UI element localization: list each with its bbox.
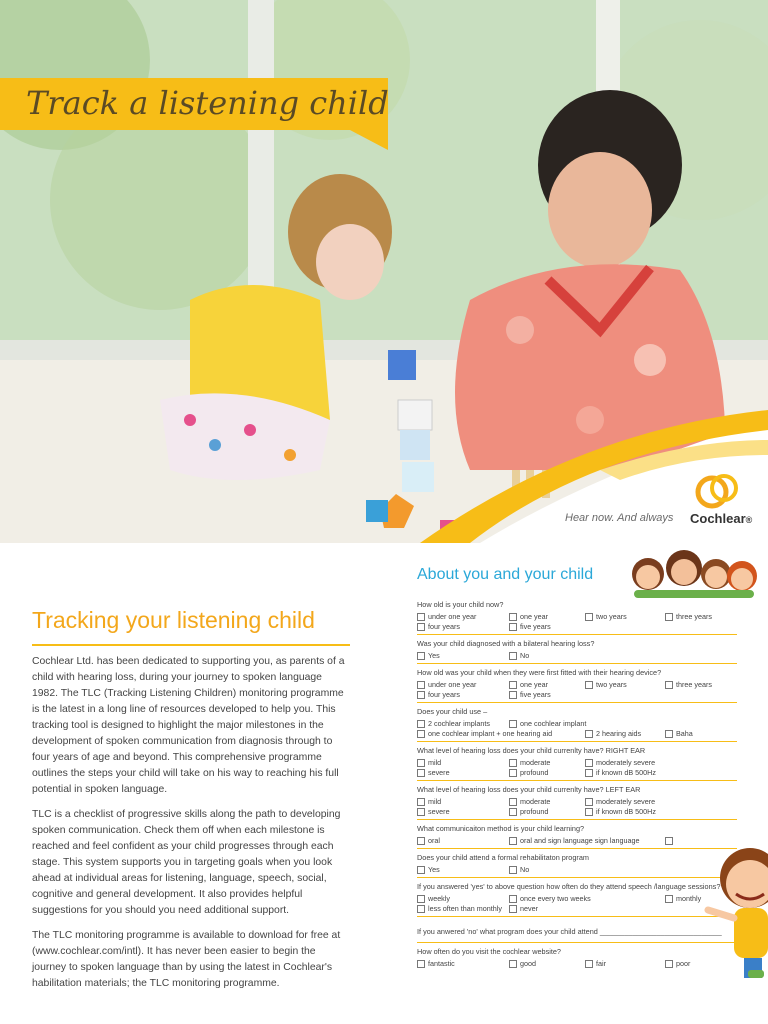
- option[interactable]: mild: [417, 758, 509, 767]
- checkbox[interactable]: [417, 613, 425, 621]
- checkbox[interactable]: [509, 905, 517, 913]
- question-text: Was your child diagnosed with a bilateral hearing loss?: [417, 639, 595, 648]
- question: [417, 849, 737, 878]
- checkbox[interactable]: [509, 759, 517, 767]
- brand-name: Cochlear®: [690, 511, 753, 526]
- boy-illustration: [704, 842, 768, 982]
- option[interactable]: No: [509, 651, 585, 660]
- cochlear-logo-icon: [694, 470, 744, 512]
- option[interactable]: two years: [585, 612, 665, 621]
- question: [417, 596, 737, 635]
- page-title: Track a listening child: [26, 84, 389, 122]
- checkbox[interactable]: [417, 769, 425, 777]
- question: [417, 878, 737, 917]
- question: [417, 635, 737, 664]
- option[interactable]: oral: [417, 836, 509, 845]
- option[interactable]: four years: [417, 622, 509, 631]
- option[interactable]: moderate: [509, 797, 585, 806]
- option[interactable]: one cochlear implant + one hearing aid: [417, 729, 585, 738]
- question: [417, 664, 737, 703]
- option[interactable]: fantastic: [417, 959, 509, 968]
- intro-paragraph: TLC is a checklist of progressive skills along the path to developing spoken communication. Check them off when each milestone is reached and feel confident as your child progresses through each stage. This system supports you in targeting goals when you look ahead at individual areas for listening, language, speech, social, cognitive and general development. It also provides helpful suggestions for you should you need additional support.: [32, 809, 341, 916]
- checkbox[interactable]: [509, 960, 517, 968]
- questionnaire: [417, 566, 737, 971]
- option[interactable]: moderately severe: [585, 797, 665, 806]
- option[interactable]: severe: [417, 807, 509, 816]
- question: [417, 917, 737, 943]
- checkbox[interactable]: [417, 652, 425, 660]
- checkbox[interactable]: [417, 623, 425, 631]
- checkbox[interactable]: [417, 798, 425, 806]
- option[interactable]: once every two weeks: [509, 894, 665, 903]
- option[interactable]: moderately severe: [585, 758, 665, 767]
- checkbox[interactable]: [509, 769, 517, 777]
- checkbox[interactable]: [417, 837, 425, 845]
- checkbox[interactable]: [417, 960, 425, 968]
- option[interactable]: under one year: [417, 612, 509, 621]
- checkbox[interactable]: [585, 798, 593, 806]
- checkbox[interactable]: [417, 866, 425, 874]
- question-text: What level of hearing loss does your child currenlty have? RIGHT EAR: [417, 746, 646, 755]
- option[interactable]: profound: [509, 807, 585, 816]
- checkbox[interactable]: [509, 837, 517, 845]
- question: [417, 742, 737, 781]
- option[interactable]: monthly: [665, 894, 737, 903]
- option[interactable]: if known dB 500Hz: [585, 768, 665, 777]
- checkbox[interactable]: [509, 798, 517, 806]
- option[interactable]: Baha: [665, 729, 737, 738]
- option[interactable]: three years: [665, 680, 737, 689]
- intro-heading: Tracking your listening child: [32, 607, 315, 633]
- checkbox[interactable]: [417, 691, 425, 699]
- checkbox[interactable]: [509, 613, 517, 621]
- checkbox[interactable]: [509, 681, 517, 689]
- checkbox[interactable]: [509, 895, 517, 903]
- option[interactable]: less often than monthly: [417, 904, 509, 913]
- checkbox[interactable]: [585, 808, 593, 816]
- option[interactable]: one year: [509, 680, 585, 689]
- option[interactable]: under one year: [417, 680, 509, 689]
- tagline: Hear now. And always: [565, 512, 674, 524]
- question-text: Does your child use –: [417, 707, 488, 716]
- question-text: What level of hearing loss does your child currenlty have? LEFT EAR: [417, 785, 641, 794]
- divider: [32, 644, 350, 646]
- checkbox[interactable]: [417, 759, 425, 767]
- question: [417, 820, 737, 849]
- option[interactable]: good: [509, 959, 585, 968]
- question-text: If you anwered 'no' what program does your child attend ______________________________: [417, 927, 722, 936]
- checkbox[interactable]: [509, 866, 517, 874]
- option[interactable]: oral and sign language sign language: [509, 836, 665, 845]
- checkbox[interactable]: [417, 895, 425, 903]
- checkbox[interactable]: [665, 730, 673, 738]
- option[interactable]: mild: [417, 797, 509, 806]
- checkbox[interactable]: [417, 905, 425, 913]
- option[interactable]: three years: [665, 612, 737, 621]
- checkbox[interactable]: [509, 808, 517, 816]
- option[interactable]: four years: [417, 690, 509, 699]
- checkbox[interactable]: [665, 960, 673, 968]
- checkbox[interactable]: [509, 691, 517, 699]
- question-text: How old was your child when they were first fitted with their hearing device?: [417, 668, 662, 677]
- checkbox[interactable]: [665, 837, 673, 845]
- option[interactable]: one year: [509, 612, 585, 621]
- intro-paragraph: The TLC monitoring programme is available to download for free at (www.cochlear.com/intl). It has never been easier to begin the journey to spoken language than by using the latest in Cochlear's habilitation materials; the TLC monitoring programme.: [32, 930, 341, 989]
- question-text: How old is your child now?: [417, 600, 504, 609]
- question: [417, 703, 737, 742]
- question-text: If you answered 'yes' to above question how often do they attend speech /language sessions?: [417, 882, 721, 891]
- checkbox[interactable]: [585, 730, 593, 738]
- checkbox[interactable]: [665, 895, 673, 903]
- option[interactable]: moderate: [509, 758, 585, 767]
- option[interactable]: No: [509, 865, 585, 874]
- title-banner-tail: [350, 130, 388, 150]
- checkbox[interactable]: [417, 681, 425, 689]
- option[interactable]: two years: [585, 680, 665, 689]
- option[interactable]: one cochlear implant: [509, 719, 665, 728]
- intro-paragraph: Cochlear Ltd. has been dedicated to supporting you, as parents of a child with hearing loss, during your journey to spoken language 1982. The TLC (Tracking Listening Children) monitoring programme is the latest in a long line of resources developed to help you. This tracking tool is designed to highlight the major milestones in the development of spoken communication from diagnosis through to four years of age and beyond. This comprehensive programme outlines the steps your child will take on his way to reaching his full potential in spoken language.: [32, 656, 345, 795]
- option[interactable]: severe: [417, 768, 509, 777]
- questionnaire-heading: About you and your child: [417, 566, 594, 583]
- question-text: What communicaiton method is your child learning?: [417, 824, 585, 833]
- checkbox[interactable]: [417, 720, 425, 728]
- checkbox[interactable]: [665, 613, 673, 621]
- option[interactable]: poor: [665, 959, 737, 968]
- checkbox[interactable]: [585, 613, 593, 621]
- checkbox[interactable]: [509, 623, 517, 631]
- option[interactable]: five years: [509, 622, 585, 631]
- checkbox[interactable]: [585, 759, 593, 767]
- option[interactable]: Yes: [417, 651, 509, 660]
- question-text: Does your child attend a formal rehabilitaton program: [417, 853, 589, 862]
- option[interactable]: five years: [509, 690, 585, 699]
- question: [417, 781, 737, 820]
- checkbox[interactable]: [585, 681, 593, 689]
- option[interactable]: fair: [585, 959, 665, 968]
- option[interactable]: never: [509, 904, 585, 913]
- checkbox[interactable]: [585, 769, 593, 777]
- option[interactable]: profound: [509, 768, 585, 777]
- checkbox[interactable]: [509, 652, 517, 660]
- question-text: How often do you visit the cochlear website?: [417, 947, 561, 956]
- intro-section: [32, 607, 350, 1001]
- option[interactable]: 2 hearing aids: [585, 729, 665, 738]
- option[interactable]: if known dB 500Hz: [585, 807, 665, 816]
- checkbox[interactable]: [509, 720, 517, 728]
- option[interactable]: Yes: [417, 865, 509, 874]
- option[interactable]: 2 cochlear implants: [417, 719, 509, 728]
- checkbox[interactable]: [417, 730, 425, 738]
- checkbox[interactable]: [585, 960, 593, 968]
- question: [417, 943, 737, 971]
- option[interactable]: weekly: [417, 894, 509, 903]
- checkbox[interactable]: [665, 681, 673, 689]
- checkbox[interactable]: [417, 808, 425, 816]
